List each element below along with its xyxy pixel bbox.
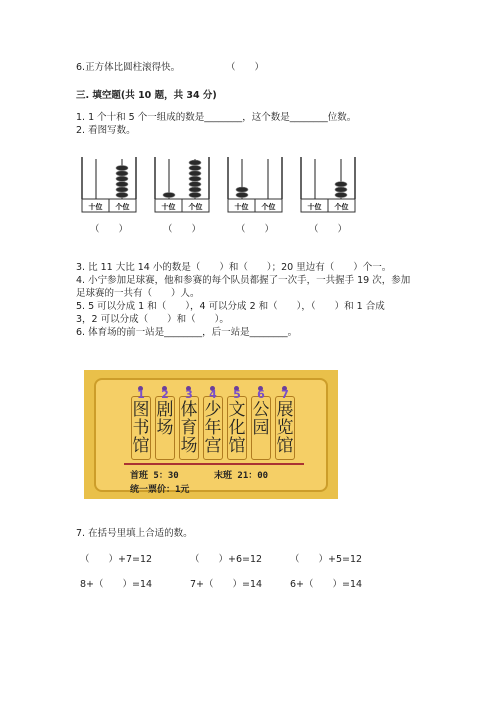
bus-stop <box>156 388 174 437</box>
bus-stop <box>276 388 294 455</box>
q3-text: 3. 比 11 大比 14 小的数是（ ）和（ ）；20 里边有（ ）个一。 <box>76 262 392 273</box>
ones-bead <box>116 182 128 187</box>
stop-name <box>276 401 294 455</box>
equation: 6+（ ）=14 <box>290 579 363 590</box>
abacus-figure <box>226 155 284 215</box>
bus-stop <box>180 388 198 455</box>
first-bus-time: 首班 5：30 <box>130 471 179 481</box>
q4-line2: 足球赛的一共有（ ）人。 <box>76 288 200 299</box>
bus-stop <box>204 388 222 455</box>
stop-name-char: 场 <box>156 418 174 438</box>
ones-bead <box>116 187 128 192</box>
stop-name-char: 体 <box>180 400 198 420</box>
ones-bead <box>189 171 201 176</box>
tens-bead <box>236 187 248 192</box>
ones-bead <box>335 187 347 192</box>
abacus-answer-paren: （ ） <box>89 224 128 235</box>
judge-q6-paren: （ ） <box>226 62 265 73</box>
tens-label: 十位 <box>88 203 103 211</box>
ones-bead <box>189 160 201 165</box>
q4-line1: 4. 小宁参加足球赛，他和参赛的每个队员都握了一次手，一共握手 19 次，参加 <box>76 275 411 286</box>
abacus-answer-paren: （ ） <box>308 224 347 235</box>
judge-q6-text: 6.正方体比圆柱滚得快。 <box>76 62 181 73</box>
tens-label: 十位 <box>307 203 322 211</box>
abacus-figure <box>299 155 357 215</box>
q2-text: 2. 看图写数。 <box>76 125 136 136</box>
abacus-figure <box>80 155 138 215</box>
stop-name-char: 育 <box>180 418 198 438</box>
stop-number: 7 <box>281 388 289 401</box>
stop-number: 4 <box>209 388 217 401</box>
bus-stop <box>252 388 270 437</box>
ones-bead <box>335 182 347 187</box>
judge-q6 <box>76 62 265 74</box>
bus-stop <box>132 388 150 455</box>
stop-name-char: 少 <box>204 400 222 420</box>
equation: （ ）+5=12 <box>290 554 363 565</box>
equation: （ ）+7=12 <box>80 554 153 565</box>
stop-name <box>180 401 198 455</box>
tens-bead <box>163 192 175 197</box>
stop-name-char: 书 <box>132 418 150 438</box>
stop-name-char: 化 <box>228 418 246 438</box>
stop-number: 5 <box>233 388 241 401</box>
stop-name-char: 宫 <box>204 436 222 456</box>
stop-name-char: 馆 <box>228 436 246 456</box>
ones-label: 个位 <box>188 203 203 211</box>
abacus-answer-paren: （ ） <box>235 224 274 235</box>
last-bus-time: 末班 21：00 <box>214 471 269 481</box>
stop-name-char: 览 <box>276 418 294 438</box>
ones-bead <box>189 192 201 197</box>
equation: 8+（ ）=14 <box>80 579 153 590</box>
ones-bead <box>189 187 201 192</box>
tens-label: 十位 <box>234 203 249 211</box>
stop-name <box>252 401 270 437</box>
tens-bead <box>236 192 248 197</box>
fare-text: 统一票价：1元 <box>130 485 190 495</box>
stop-name <box>204 401 222 455</box>
abacus-drawing <box>80 155 138 215</box>
stop-name <box>228 401 246 455</box>
route-line <box>124 463 304 465</box>
ones-label: 个位 <box>261 203 276 211</box>
ones-bead <box>116 176 128 181</box>
abacus-drawing <box>153 155 211 215</box>
stop-number: 3 <box>185 388 193 401</box>
stop-name-char: 场 <box>180 436 198 456</box>
ones-bead <box>116 165 128 170</box>
ones-bead <box>189 176 201 181</box>
q1-text: 1. 1 个十和 5 个一组成的数是________，这个数是________位数。 <box>76 112 357 123</box>
ones-bead <box>335 192 347 197</box>
stop-number: 6 <box>257 388 265 401</box>
section-title: 三. 填空题(共 10 题，共 34 分) <box>76 90 217 101</box>
stop-name <box>132 401 150 455</box>
ones-bead <box>189 165 201 170</box>
q7-text: 7. 在括号里填上合适的数。 <box>76 528 193 539</box>
stop-name-char: 文 <box>228 400 246 420</box>
stop-name-char: 园 <box>252 418 270 438</box>
ones-label: 个位 <box>334 203 349 211</box>
q5-line1: 5. 5 可以分成 1 和（ ），4 可以分成 2 和（ ），（ ）和 1 合成 <box>76 301 385 312</box>
abacus-figure <box>153 155 211 215</box>
stop-name-char: 展 <box>276 400 294 420</box>
bus-route-sign <box>84 370 338 499</box>
ones-bead <box>189 182 201 187</box>
bus-stop <box>228 388 246 455</box>
stop-name-char: 年 <box>204 418 222 438</box>
abacus-drawing <box>299 155 357 215</box>
stop-name-char: 馆 <box>132 436 150 456</box>
ones-bead <box>116 171 128 176</box>
stop-name-char: 公 <box>252 400 270 420</box>
stop-name-char: 剧 <box>156 400 174 420</box>
stop-number: 2 <box>161 388 169 401</box>
abacus-drawing <box>226 155 284 215</box>
stop-name-char: 馆 <box>276 436 294 456</box>
ones-bead <box>116 192 128 197</box>
q5-line2: 3，2 可以分成（ ）和（ ）。 <box>76 314 229 325</box>
stop-number: 1 <box>137 388 145 401</box>
equation: （ ）+6=12 <box>190 554 263 565</box>
stop-name <box>156 401 174 437</box>
tens-label: 十位 <box>161 203 176 211</box>
q6-text: 6. 体育场的前一站是________，后一站是________。 <box>76 327 298 338</box>
ones-label: 个位 <box>115 203 130 211</box>
equation: 7+（ ）=14 <box>190 579 263 590</box>
abacus-answer-paren: （ ） <box>162 224 201 235</box>
stop-name-char: 图 <box>132 400 150 420</box>
sign-panel <box>94 378 328 495</box>
